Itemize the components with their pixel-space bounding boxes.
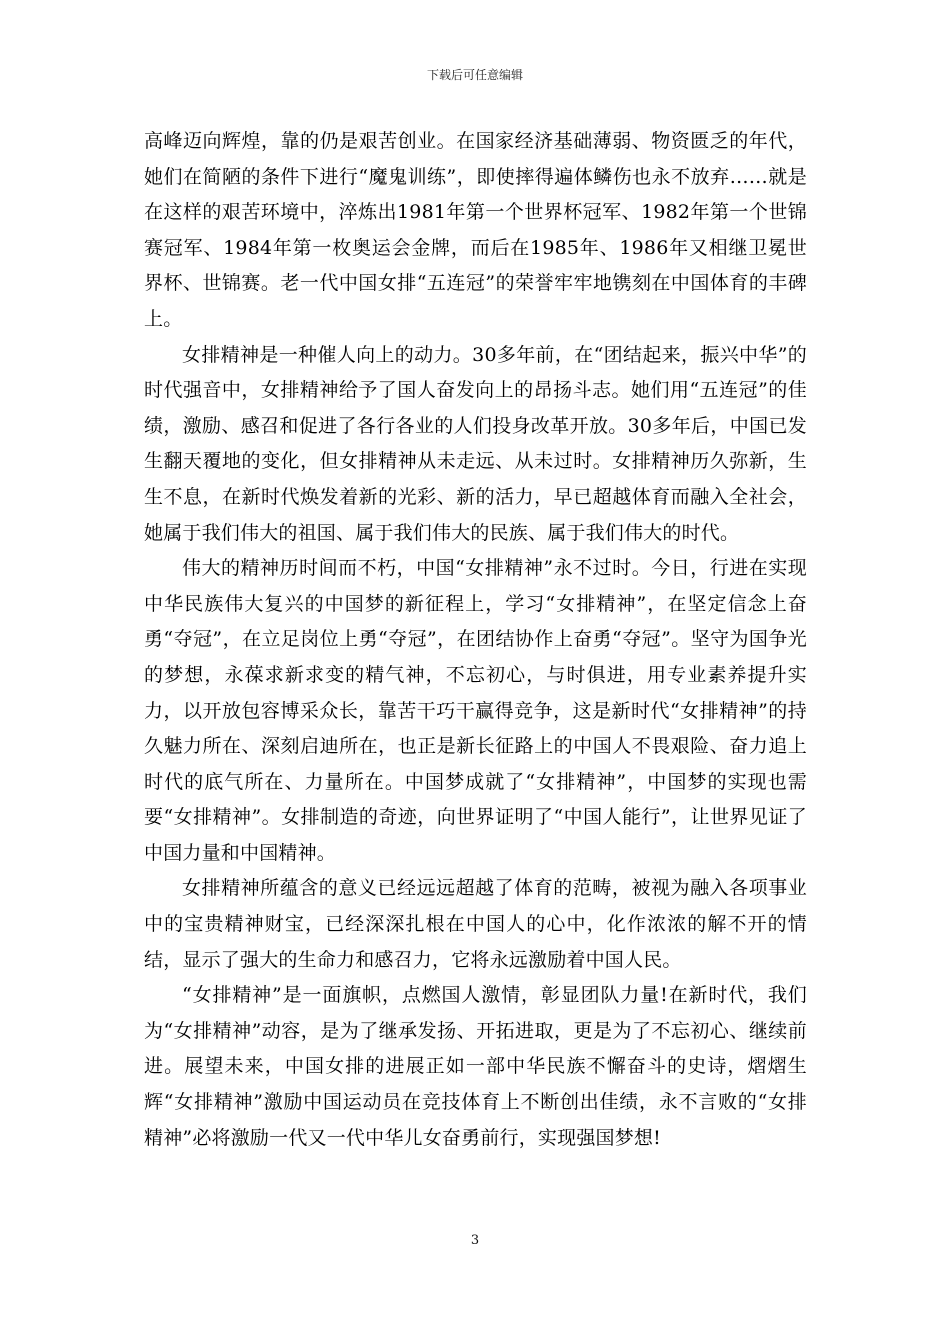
paragraph-4: 女排精神所蕴含的意义已经远远超越了体育的范畴，被视为融入各项事业中的宝贵精神财宝，已经深深扎根在中国人的心中，化作浓浓的解不开的情结，显示了强大的生命力和感召力，它将永远激励着中国人民。: [144, 877, 807, 971]
paragraph-2: 女排精神是一种催人向上的动力。30多年前，在“团结起来，振兴中华”的时代强音中，女排精神给予了国人奋发向上的昂扬斗志。她们用“五连冠”的佳绩，激励、感召和促进了各行各业的人们投身改革开放。30多年后，中国已发生翻天覆地的变化，但女排精神从未走远、从未过时。女排精神历久弥新，生生不息，在新时代焕发着新的光彩、新的活力，早已超越体育而融入全社会，她属于我们伟大的祖国、属于我们伟大的民族、属于我们伟大的时代。: [144, 343, 807, 544]
document-body: [144, 124, 807, 1156]
paragraph-1: 高峰迈向辉煌，靠的仍是艰苦创业。在国家经济基础薄弱、物资匮乏的年代，她们在简陋的条件下进行“魔鬼训练”，即使摔得遍体鳞伤也永不放弃……就是在这样的艰苦环境中，淬炼出1981年第一个世界杯冠军、1982年第一个世锦赛冠军、1984年第一枚奥运会金牌，而后在1985年、1986年又相继卫冕世界杯、世锦赛。老一代中国女排“五连冠”的荣誉牢牢地镌刻在中国体育的丰碑上。: [144, 130, 807, 330]
paragraph-5: “女排精神”是一面旗帜，点燃国人激情，彰显团队力量!在新时代，我们为“女排精神”动容，是为了继承发扬、开拓进取，更是为了不忘初心、继续前进。展望未来，中国女排的进展正如一部中华民族不懈奋斗的史诗，熠熠生辉“女排精神”激励中国运动员在竞技体育上不断创出佳绩，永不言败的“女排精神”必将激励一代又一代中华儿女奋勇前行，实现强国梦想!: [144, 984, 807, 1149]
page-header: 下载后可任意编辑: [426, 68, 523, 82]
paragraph-3: 伟大的精神历时间而不朽，中国“女排精神”永不过时。今日，行进在实现中华民族伟大复兴的中国梦的新征程上，学习“女排精神”，在坚定信念上奋勇“夺冠”，在立足岗位上勇“夺冠”，在团结协作上奋勇“夺冠”。坚守为国争光的梦想，永葆求新求变的精气神，不忘初心，与时俱进，用专业素养提升实力，以开放包容博采众长，靠苦干巧干赢得竞争，这是新时代“女排精神”的持久魅力所在、深刻启迪所在，也正是新长征路上的中国人不畏艰险、奋力追上时代的底气所在、力量所在。中国梦成就了“女排精神”，中国梦的实现也需要“女排精神”。女排制造的奇迹，向世界证明了“中国人能行”，让世界见证了中国力量和中国精神。: [144, 557, 807, 864]
page-number: 3: [470, 1233, 480, 1248]
